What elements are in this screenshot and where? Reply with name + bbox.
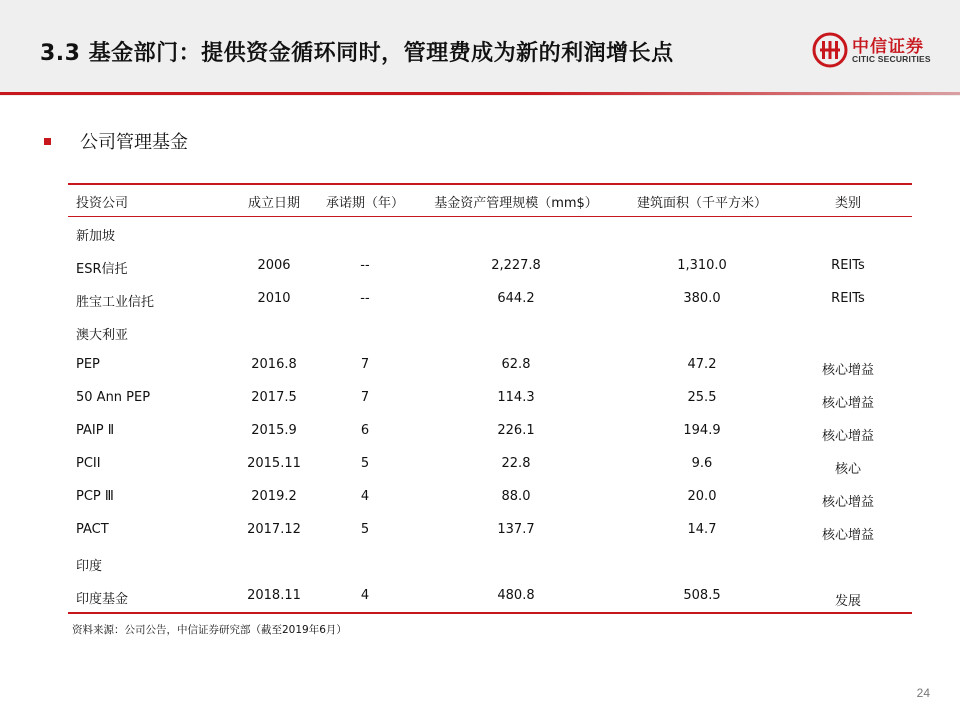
table-group-label: 澳大利亚	[76, 328, 129, 343]
table-cell-area: 194.9	[683, 423, 721, 438]
table-cell-category: 核心增益	[821, 429, 874, 444]
table-cell-date: 2016.8	[251, 357, 297, 372]
table-cell-date: 2017.12	[247, 522, 301, 537]
table-cell-company: PEP	[76, 357, 100, 372]
column-header-area: 建筑面积（千平方米）	[636, 196, 767, 211]
table-cell-aum: 644.2	[497, 291, 535, 306]
table-cell-company: 印度基金	[76, 592, 129, 607]
column-header-commitment: 承诺期（年）	[325, 196, 404, 211]
source-footnote: 资料来源：公司公告，中信证券研究部（截至2019年6月）	[72, 624, 347, 636]
table-cell-commitment: --	[360, 258, 370, 273]
table-cell-company: PAIP Ⅱ	[76, 423, 115, 438]
table-group-label: 印度	[76, 559, 103, 574]
table-cell-category: 核心增益	[821, 363, 874, 378]
table-cell-date: 2015.9	[251, 423, 297, 438]
table-cell-area: 14.7	[687, 522, 717, 537]
citic-logo-icon	[812, 32, 848, 68]
table-cell-company: 胜宝工业信托	[76, 295, 155, 310]
table-cell-aum: 62.8	[501, 357, 531, 372]
column-header-category: 类别	[834, 196, 861, 211]
table-cell-date: 2017.5	[251, 390, 297, 405]
table-cell-commitment: 7	[360, 390, 370, 405]
table-cell-category: 发展	[834, 594, 861, 609]
table-cell-category: 核心增益	[821, 528, 874, 543]
table-cell-company: ESR信托	[76, 262, 128, 277]
page-number: 24	[916, 686, 930, 700]
table-cell-area: 1,310.0	[677, 258, 727, 273]
table-cell-aum: 480.8	[497, 588, 535, 603]
table-group-label: 新加坡	[76, 229, 116, 244]
table-cell-area: 9.6	[691, 456, 713, 471]
header-divider	[0, 92, 960, 95]
table-cell-category: 核心增益	[821, 495, 874, 510]
table-cell-date: 2006	[257, 258, 291, 273]
table-cell-category: 核心	[834, 462, 861, 477]
table-cell-aum: 2,227.8	[491, 258, 541, 273]
table-cell-date: 2019.2	[251, 489, 297, 504]
table-cell-date: 2018.11	[247, 588, 301, 603]
table-cell-commitment: 4	[360, 489, 370, 504]
citic-logo	[812, 30, 944, 70]
table-cell-commitment: 7	[360, 357, 370, 372]
table-cell-commitment: 5	[360, 456, 370, 471]
table-cell-area: 47.2	[687, 357, 717, 372]
table-cell-date: 2015.11	[247, 456, 301, 471]
logo-name-cn: 中信证券	[852, 37, 924, 57]
table-cell-category: REITs	[831, 291, 865, 306]
table-cell-company: PACT	[76, 522, 109, 537]
table-cell-date: 2010	[257, 291, 291, 306]
table-cell-area: 20.0	[687, 489, 717, 504]
logo-name-en: CITIC SECURITIES	[852, 54, 931, 64]
table-cell-aum: 88.0	[501, 489, 531, 504]
table-cell-area: 380.0	[683, 291, 721, 306]
table-cell-aum: 137.7	[497, 522, 535, 537]
table-cell-company: PCII	[76, 456, 101, 471]
table-cell-commitment: 6	[360, 423, 370, 438]
table-cell-company: PCP Ⅲ	[76, 489, 114, 504]
table-cell-area: 508.5	[683, 588, 721, 603]
section-heading: 公司管理基金	[80, 132, 188, 153]
column-header-aum: 基金资产管理规模（mm$）	[434, 196, 598, 211]
table-cell-commitment: 5	[360, 522, 370, 537]
table-cell-category: 核心增益	[821, 396, 874, 411]
table-top-rule	[68, 183, 912, 185]
table-cell-commitment: 4	[360, 588, 370, 603]
table-cell-aum: 22.8	[501, 456, 531, 471]
page-title: 3.3 基金部门：提供资金循环同时，管理费成为新的利润增长点	[40, 41, 674, 66]
column-header-date: 成立日期	[247, 196, 300, 211]
table-cell-aum: 114.3	[497, 390, 535, 405]
table-cell-company: 50 Ann PEP	[76, 390, 151, 405]
table-cell-area: 25.5	[687, 390, 717, 405]
table-cell-aum: 226.1	[497, 423, 535, 438]
table-cell-category: REITs	[831, 258, 865, 273]
square-bullet-icon	[44, 138, 51, 145]
table-cell-commitment: --	[360, 291, 370, 306]
table-header-rule	[68, 216, 912, 217]
table-bottom-rule	[68, 612, 912, 614]
column-header-company: 投资公司	[76, 196, 129, 211]
